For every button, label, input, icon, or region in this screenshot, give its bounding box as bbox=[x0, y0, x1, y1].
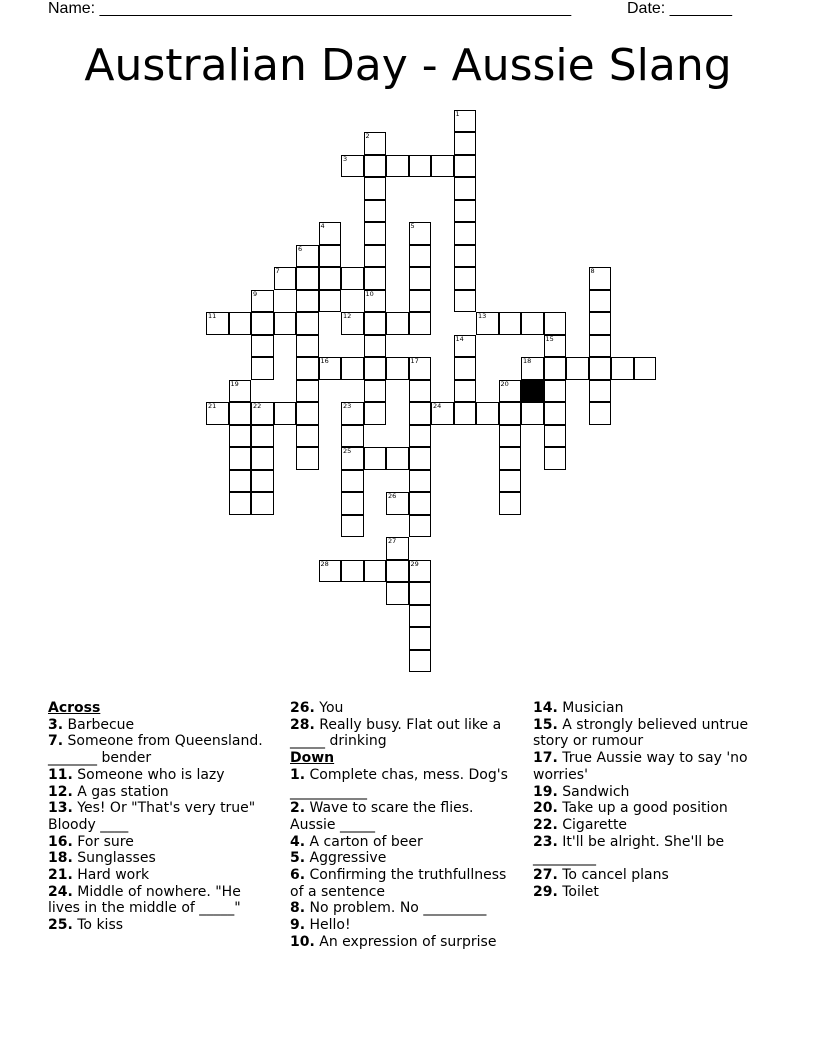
clue-text: Wave to scare the flies. Aussie _____ bbox=[290, 800, 474, 833]
grid-cell[interactable] bbox=[229, 470, 252, 493]
grid-cell[interactable] bbox=[251, 447, 274, 470]
grid-cell[interactable] bbox=[296, 312, 319, 335]
clue-item bbox=[290, 917, 518, 934]
grid-cell[interactable] bbox=[341, 515, 364, 538]
clue-number: 21 bbox=[208, 402, 217, 410]
clue-number: 2 bbox=[365, 132, 370, 140]
clue-text: Sandwich bbox=[557, 783, 630, 800]
grid-cell[interactable] bbox=[431, 155, 454, 178]
grid-cell[interactable] bbox=[296, 335, 319, 358]
clue-item bbox=[533, 884, 768, 901]
clue-number: 26 bbox=[388, 492, 397, 500]
grid-cell[interactable] bbox=[251, 290, 274, 313]
clue-number: 8 bbox=[590, 267, 595, 275]
grid-cell[interactable] bbox=[409, 155, 432, 178]
grid-cell[interactable] bbox=[206, 402, 229, 425]
clue-text: Someone from Queensland. _______ bender bbox=[48, 733, 263, 767]
clue-item bbox=[48, 717, 273, 734]
grid-cell[interactable] bbox=[296, 245, 319, 268]
grid-cell[interactable] bbox=[364, 560, 387, 583]
clue-text: Musician bbox=[557, 700, 624, 716]
grid-cell[interactable] bbox=[589, 380, 612, 403]
grid-cell[interactable] bbox=[499, 425, 522, 448]
clue-number: 29. bbox=[533, 883, 558, 900]
page-title: Australian Day - Aussie Slang bbox=[84, 40, 732, 91]
grid-cell[interactable] bbox=[454, 245, 477, 268]
grid-cell[interactable] bbox=[319, 560, 342, 583]
clue-text: A gas station bbox=[72, 783, 169, 800]
grid-cell[interactable] bbox=[251, 492, 274, 515]
clue-number: 28 bbox=[320, 559, 329, 568]
grid-cell[interactable] bbox=[251, 470, 274, 493]
grid-cell[interactable] bbox=[364, 155, 387, 178]
grid-cell[interactable] bbox=[409, 245, 432, 268]
grid-cell[interactable] bbox=[454, 267, 477, 290]
grid-cell[interactable] bbox=[296, 402, 319, 425]
clue-number: 14. bbox=[533, 700, 558, 716]
grid-cell[interactable] bbox=[454, 402, 477, 425]
clue-number: 20 bbox=[500, 379, 509, 388]
grid-cell[interactable] bbox=[454, 290, 477, 313]
grid-cell[interactable] bbox=[544, 357, 567, 380]
clue-text: True Aussie way to say 'no worries' bbox=[533, 750, 748, 783]
name-field-label: Name: _____________________________________________________ bbox=[48, 0, 572, 17]
clue-text: You bbox=[314, 700, 344, 716]
clue-number: 15 bbox=[545, 334, 554, 343]
clue-text: No problem. No _________ bbox=[305, 900, 487, 917]
grid-cell[interactable] bbox=[274, 312, 297, 335]
clue-item bbox=[290, 717, 518, 750]
grid-cell[interactable] bbox=[454, 200, 477, 223]
clue-number: 29 bbox=[410, 559, 419, 568]
grid-cell[interactable] bbox=[364, 312, 387, 335]
grid-cell[interactable] bbox=[454, 177, 477, 200]
clue-number: 4. bbox=[290, 833, 306, 850]
clue-number: 1. bbox=[290, 766, 306, 783]
clue-text: Cigarette bbox=[557, 816, 628, 833]
clue-number: 17. bbox=[533, 750, 558, 767]
clue-text: An expression of surprise bbox=[314, 933, 497, 950]
clue-text: Barbecue bbox=[63, 716, 135, 733]
grid-cell[interactable] bbox=[296, 447, 319, 470]
clue-text: Really busy. Flat out like a _____ drinking bbox=[290, 716, 502, 750]
block-cell bbox=[521, 380, 544, 403]
clue-number: 26. bbox=[290, 700, 315, 716]
grid-cell[interactable] bbox=[386, 357, 409, 380]
grid-cell[interactable] bbox=[454, 335, 477, 358]
clues-column-3 bbox=[533, 700, 768, 900]
clue-number: 17 bbox=[410, 357, 419, 365]
grid-cell[interactable] bbox=[364, 357, 387, 380]
clue-item bbox=[48, 867, 273, 884]
grid-cell[interactable] bbox=[409, 267, 432, 290]
clue-number: 28. bbox=[290, 716, 315, 733]
grid-cell[interactable] bbox=[364, 177, 387, 200]
clue-item bbox=[533, 717, 768, 750]
grid-cell[interactable] bbox=[409, 470, 432, 493]
grid-cell[interactable] bbox=[364, 447, 387, 470]
grid-cell[interactable] bbox=[431, 402, 454, 425]
clue-number: 6 bbox=[298, 244, 303, 253]
grid-cell[interactable] bbox=[229, 492, 252, 515]
grid-cell[interactable] bbox=[454, 380, 477, 403]
clue-number: 4 bbox=[320, 222, 325, 230]
grid-cell[interactable] bbox=[409, 627, 432, 650]
clue-item bbox=[533, 800, 768, 817]
clue-item bbox=[533, 817, 768, 834]
clue-text: A carton of beer bbox=[305, 833, 423, 850]
clue-item bbox=[290, 900, 518, 917]
clue-number: 19. bbox=[533, 783, 558, 800]
grid-cell[interactable] bbox=[634, 357, 657, 380]
date-field-label: Date: _______ bbox=[627, 0, 732, 17]
clue-text: Toilet bbox=[557, 883, 599, 900]
clue-number: 3 bbox=[343, 154, 348, 163]
clue-item bbox=[48, 850, 273, 867]
grid-cell[interactable] bbox=[341, 447, 364, 470]
clue-text: Yes! Or "That's very true" Bloody ____ bbox=[48, 800, 256, 833]
clue-number: 1 bbox=[455, 109, 460, 118]
clue-text: To kiss bbox=[72, 917, 124, 934]
grid-cell[interactable] bbox=[454, 222, 477, 245]
grid-cell[interactable] bbox=[589, 402, 612, 425]
grid-cell[interactable] bbox=[544, 335, 567, 358]
grid-cell[interactable] bbox=[364, 132, 387, 155]
clue-number: 19 bbox=[230, 379, 239, 388]
clue-number: 20. bbox=[533, 800, 558, 817]
grid-cell[interactable] bbox=[521, 312, 544, 335]
grid-cell[interactable] bbox=[499, 380, 522, 403]
grid-cell[interactable] bbox=[341, 267, 364, 290]
grid-cell[interactable] bbox=[341, 402, 364, 425]
grid-cell[interactable] bbox=[454, 155, 477, 178]
grid-cell[interactable] bbox=[274, 402, 297, 425]
clue-item bbox=[48, 834, 273, 851]
clue-number: 10 bbox=[365, 289, 374, 298]
grid-cell[interactable] bbox=[499, 402, 522, 425]
grid-cell[interactable] bbox=[499, 447, 522, 470]
grid-cell[interactable] bbox=[251, 402, 274, 425]
grid-cell[interactable] bbox=[544, 425, 567, 448]
grid-cell[interactable] bbox=[589, 290, 612, 313]
clue-number: 5. bbox=[290, 850, 306, 867]
grid-cell[interactable] bbox=[544, 380, 567, 403]
clue-text: Hard work bbox=[72, 867, 150, 884]
grid-cell[interactable] bbox=[296, 290, 319, 313]
clue-number: 24. bbox=[48, 883, 73, 900]
clue-item bbox=[48, 767, 273, 784]
grid-cell[interactable] bbox=[476, 402, 499, 425]
clue-number: 7 bbox=[275, 267, 280, 275]
clue-number: 22 bbox=[253, 402, 262, 410]
grid-cell[interactable] bbox=[409, 290, 432, 313]
clue-text: Complete chas, mess. Dog's ___________ bbox=[290, 766, 508, 800]
grid-cell[interactable] bbox=[544, 447, 567, 470]
grid-cell[interactable] bbox=[476, 312, 499, 335]
clue-number: 23 bbox=[343, 402, 352, 410]
grid-cell[interactable] bbox=[409, 425, 432, 448]
clue-number: 10. bbox=[290, 933, 315, 950]
grid-cell[interactable] bbox=[364, 380, 387, 403]
grid-cell[interactable] bbox=[409, 515, 432, 538]
clue-item bbox=[290, 834, 518, 851]
clues-column-2 bbox=[290, 700, 518, 951]
grid-cell[interactable] bbox=[499, 492, 522, 515]
clue-item bbox=[48, 800, 273, 833]
clue-number: 21. bbox=[48, 867, 73, 884]
grid-cell[interactable] bbox=[454, 357, 477, 380]
clue-number: 15. bbox=[533, 716, 558, 733]
clue-number: 11 bbox=[208, 312, 217, 320]
grid-cell[interactable] bbox=[341, 470, 364, 493]
clue-item bbox=[533, 834, 768, 867]
clue-number: 25 bbox=[343, 447, 352, 455]
grid-cell[interactable] bbox=[206, 312, 229, 335]
grid-cell[interactable] bbox=[409, 605, 432, 628]
grid-cell[interactable] bbox=[589, 335, 612, 358]
grid-cell[interactable] bbox=[319, 267, 342, 290]
grid-cell[interactable] bbox=[319, 222, 342, 245]
clue-number: 3. bbox=[48, 716, 64, 733]
grid-cell[interactable] bbox=[409, 312, 432, 335]
clue-text: Aggressive bbox=[305, 850, 387, 867]
grid-cell[interactable] bbox=[499, 312, 522, 335]
grid-cell[interactable] bbox=[341, 492, 364, 515]
grid-cell[interactable] bbox=[521, 357, 544, 380]
clue-number: 27 bbox=[388, 537, 397, 545]
clue-item bbox=[48, 784, 273, 801]
grid-cell[interactable] bbox=[409, 222, 432, 245]
grid-cell[interactable] bbox=[386, 560, 409, 583]
grid-cell[interactable] bbox=[364, 402, 387, 425]
clues-column-1 bbox=[48, 700, 273, 934]
clue-number: 13 bbox=[478, 312, 487, 320]
clue-item bbox=[290, 767, 518, 800]
grid-cell[interactable] bbox=[454, 132, 477, 155]
clue-number: 2. bbox=[290, 800, 306, 817]
grid-cell[interactable] bbox=[589, 357, 612, 380]
grid-cell[interactable] bbox=[364, 290, 387, 313]
grid-cell[interactable] bbox=[319, 357, 342, 380]
grid-cell[interactable] bbox=[409, 492, 432, 515]
clue-number: 7. bbox=[48, 733, 64, 750]
grid-cell[interactable] bbox=[386, 155, 409, 178]
grid-cell[interactable] bbox=[251, 425, 274, 448]
grid-cell[interactable] bbox=[251, 312, 274, 335]
clue-item bbox=[533, 700, 768, 717]
grid-cell[interactable] bbox=[296, 267, 319, 290]
clue-number: 9. bbox=[290, 917, 306, 934]
grid-cell[interactable] bbox=[274, 267, 297, 290]
grid-cell[interactable] bbox=[229, 447, 252, 470]
clue-text: Hello! bbox=[305, 917, 351, 934]
grid-cell[interactable] bbox=[589, 312, 612, 335]
clue-item bbox=[533, 867, 768, 884]
clue-number: 16 bbox=[320, 357, 329, 365]
grid-cell[interactable] bbox=[409, 560, 432, 583]
clue-item bbox=[290, 850, 518, 867]
clue-text: Sunglasses bbox=[72, 850, 156, 867]
clue-number: 6. bbox=[290, 867, 306, 884]
grid-cell[interactable] bbox=[454, 110, 477, 133]
clue-number: 18. bbox=[48, 850, 73, 867]
clue-item bbox=[48, 917, 273, 934]
clue-number: 14 bbox=[455, 334, 464, 343]
grid-cell[interactable] bbox=[229, 380, 252, 403]
grid-cell[interactable] bbox=[296, 357, 319, 380]
grid-cell[interactable] bbox=[409, 447, 432, 470]
grid-cell[interactable] bbox=[611, 357, 634, 380]
grid-cell[interactable] bbox=[251, 357, 274, 380]
grid-cell[interactable] bbox=[499, 470, 522, 493]
clue-number: 22. bbox=[533, 816, 558, 833]
clue-item bbox=[533, 750, 768, 783]
clue-number: 16. bbox=[48, 833, 73, 850]
grid-cell[interactable] bbox=[544, 312, 567, 335]
grid-cell[interactable] bbox=[409, 402, 432, 425]
grid-cell[interactable] bbox=[229, 312, 252, 335]
clue-text: Confirming the truthfullness of a sentence bbox=[290, 867, 507, 900]
clue-item bbox=[290, 934, 518, 951]
grid-cell[interactable] bbox=[386, 312, 409, 335]
grid-cell[interactable] bbox=[589, 267, 612, 290]
grid-cell[interactable] bbox=[251, 335, 274, 358]
clue-number: 12. bbox=[48, 783, 73, 800]
grid-cell[interactable] bbox=[341, 155, 364, 178]
clue-text: A strongly believed untrue story or rumour bbox=[533, 716, 749, 750]
clue-number: 25. bbox=[48, 917, 73, 934]
clue-text: For sure bbox=[72, 833, 134, 850]
grid-cell[interactable] bbox=[521, 402, 544, 425]
clue-number: 5 bbox=[410, 222, 415, 230]
grid-cell[interactable] bbox=[341, 425, 364, 448]
grid-cell[interactable] bbox=[409, 650, 432, 673]
grid-cell[interactable] bbox=[409, 582, 432, 605]
grid-cell[interactable] bbox=[296, 380, 319, 403]
grid-cell[interactable] bbox=[386, 447, 409, 470]
grid-cell[interactable] bbox=[229, 425, 252, 448]
grid-cell[interactable] bbox=[364, 267, 387, 290]
across-heading: Across bbox=[48, 700, 101, 716]
clue-text: It'll be alright. She'll be _________ bbox=[533, 833, 725, 867]
grid-cell[interactable] bbox=[386, 537, 409, 560]
clue-number: 24 bbox=[433, 402, 442, 410]
clue-number: 9 bbox=[253, 289, 258, 298]
grid-cell[interactable] bbox=[319, 290, 342, 313]
clue-item bbox=[48, 884, 273, 917]
grid-cell[interactable] bbox=[386, 492, 409, 515]
clue-text: Middle of nowhere. "He lives in the middle of _____" bbox=[48, 883, 241, 917]
grid-cell[interactable] bbox=[409, 357, 432, 380]
clue-number: 12 bbox=[343, 312, 352, 320]
grid-cell[interactable] bbox=[341, 357, 364, 380]
grid-cell[interactable] bbox=[229, 402, 252, 425]
clue-item bbox=[533, 784, 768, 801]
clue-text: Take up a good position bbox=[557, 800, 728, 817]
clue-item bbox=[290, 700, 518, 717]
grid-cell[interactable] bbox=[341, 560, 364, 583]
grid-cell[interactable] bbox=[319, 245, 342, 268]
grid-cell[interactable] bbox=[544, 402, 567, 425]
clue-number: 18 bbox=[523, 357, 532, 365]
grid-cell[interactable] bbox=[341, 312, 364, 335]
grid-cell[interactable] bbox=[296, 425, 319, 448]
grid-cell[interactable] bbox=[364, 335, 387, 358]
down-heading: Down bbox=[290, 750, 335, 767]
grid-cell[interactable] bbox=[409, 380, 432, 403]
clue-number: 13. bbox=[48, 800, 73, 817]
clue-item bbox=[48, 733, 273, 766]
grid-cell[interactable] bbox=[364, 222, 387, 245]
clue-item bbox=[290, 867, 518, 900]
clue-item bbox=[290, 800, 518, 833]
grid-cell[interactable] bbox=[386, 582, 409, 605]
grid-cell[interactable] bbox=[364, 200, 387, 223]
grid-cell[interactable] bbox=[566, 357, 589, 380]
clue-text: To cancel plans bbox=[557, 867, 669, 884]
clue-number: 27. bbox=[533, 867, 558, 884]
clue-text: Someone who is lazy bbox=[72, 766, 225, 783]
clue-number: 23. bbox=[533, 833, 558, 850]
clue-number: 8. bbox=[290, 900, 306, 917]
grid-cell[interactable] bbox=[364, 245, 387, 268]
clue-number: 11. bbox=[48, 766, 73, 783]
